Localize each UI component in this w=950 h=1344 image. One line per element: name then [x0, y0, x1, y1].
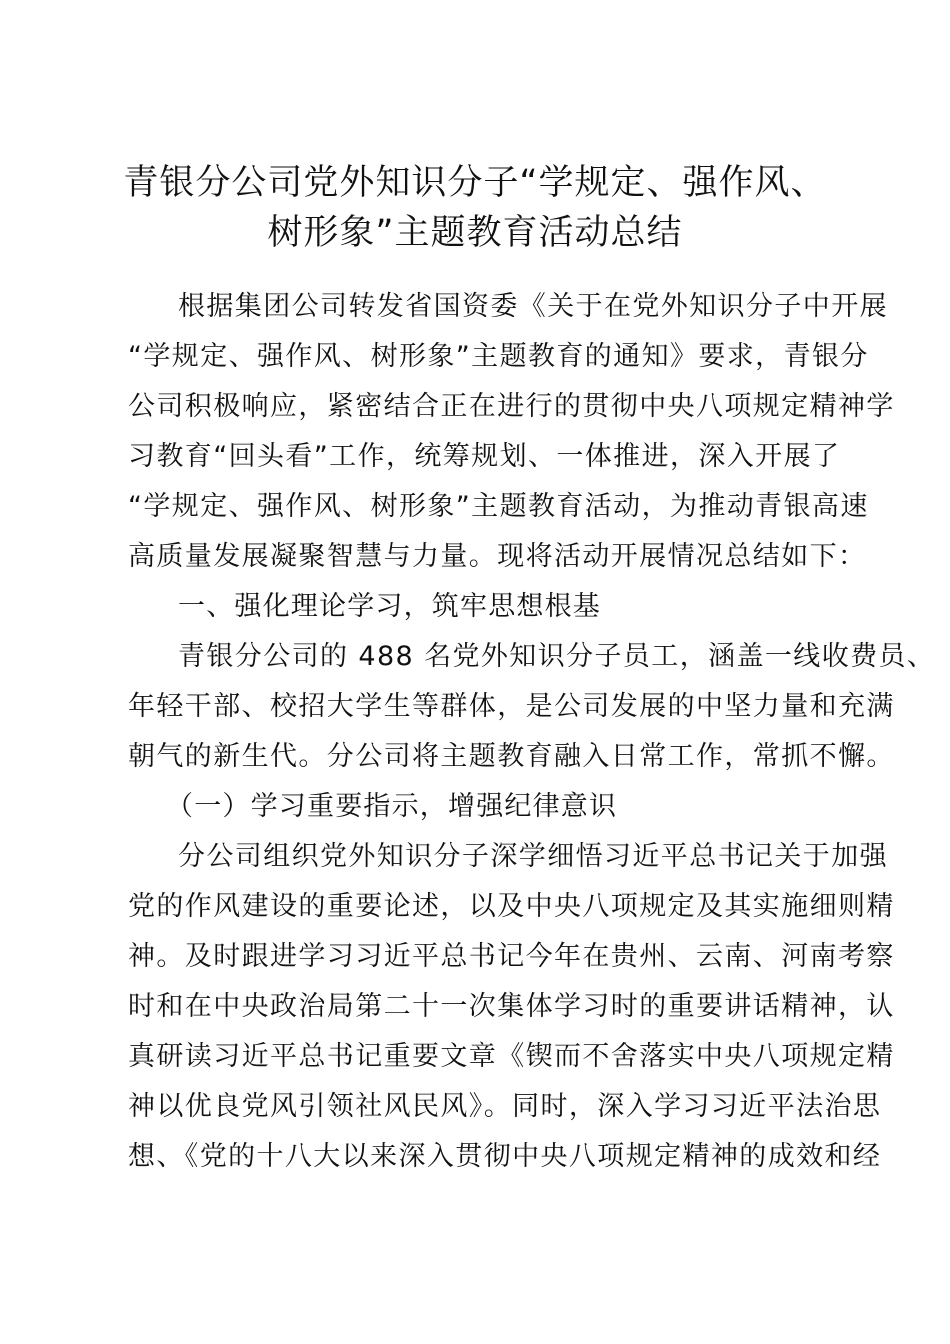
paragraph-line: “学规定、强作风、树形象”主题教育的通知》要求，青银分: [128, 341, 869, 372]
paragraph-line: 高质量发展凝聚智慧与力量。现将活动开展情况总结如下：: [128, 541, 867, 572]
paragraph-line: 党的作风建设的重要论述，以及中央八项规定及其实施细则精: [128, 891, 895, 922]
paragraph-line: 朝气的新生代。分公司将主题教育融入日常工作，常抓不懈。: [128, 741, 895, 772]
paragraph-line: 神。及时跟进学习习近平总书记今年在贵州、云南、河南考察: [128, 941, 895, 972]
paragraph-line: 公司积极响应，紧密结合正在进行的贯彻中央八项规定精神学: [128, 391, 895, 422]
paragraph-line: 时和在中央政治局第二十一次集体学习时的重要讲话精神，认: [128, 991, 895, 1022]
document-title: [0, 158, 950, 258]
section-heading: 一、强化理论学习，筑牢思想根基: [178, 591, 601, 622]
paragraph-line: 想、《党的十八大以来深入贯彻中央八项规定精神的成效和经: [128, 1141, 882, 1172]
paragraph-line: 真研读习近平总书记重要文章《锲而不舍落实中央八项规定精: [128, 1041, 895, 1072]
paragraph-line: 分公司组织党外知识分子深学细悟习近平总书记关于加强: [178, 841, 888, 872]
title-line-1: 青银分公司党外知识分子“学规定、强作风、: [123, 163, 827, 203]
paragraph-line: 青银分公司的 488 名党外知识分子员工，涵盖一线收费员、: [178, 641, 936, 672]
paragraph-line: 年轻干部、校招大学生等群体，是公司发展的中坚力量和充满: [128, 691, 895, 722]
title-line-2: 树形象”主题教育活动总结: [267, 213, 683, 253]
paragraph-line: 根据集团公司转发省国资委《关于在党外知识分子中开展: [178, 291, 888, 322]
subsection-heading: （一）学习重要指示，增强纪律意识: [166, 791, 618, 822]
paragraph-line: 习教育“回头看”工作，统筹规划、一体推进，深入开展了: [128, 441, 841, 472]
paragraph-line: “学规定、强作风、树形象”主题教育活动，为推动青银高速: [128, 491, 869, 522]
paragraph-line: 神以优良党风引领社风民风》。同时，深入学习习近平法治思: [128, 1091, 882, 1122]
